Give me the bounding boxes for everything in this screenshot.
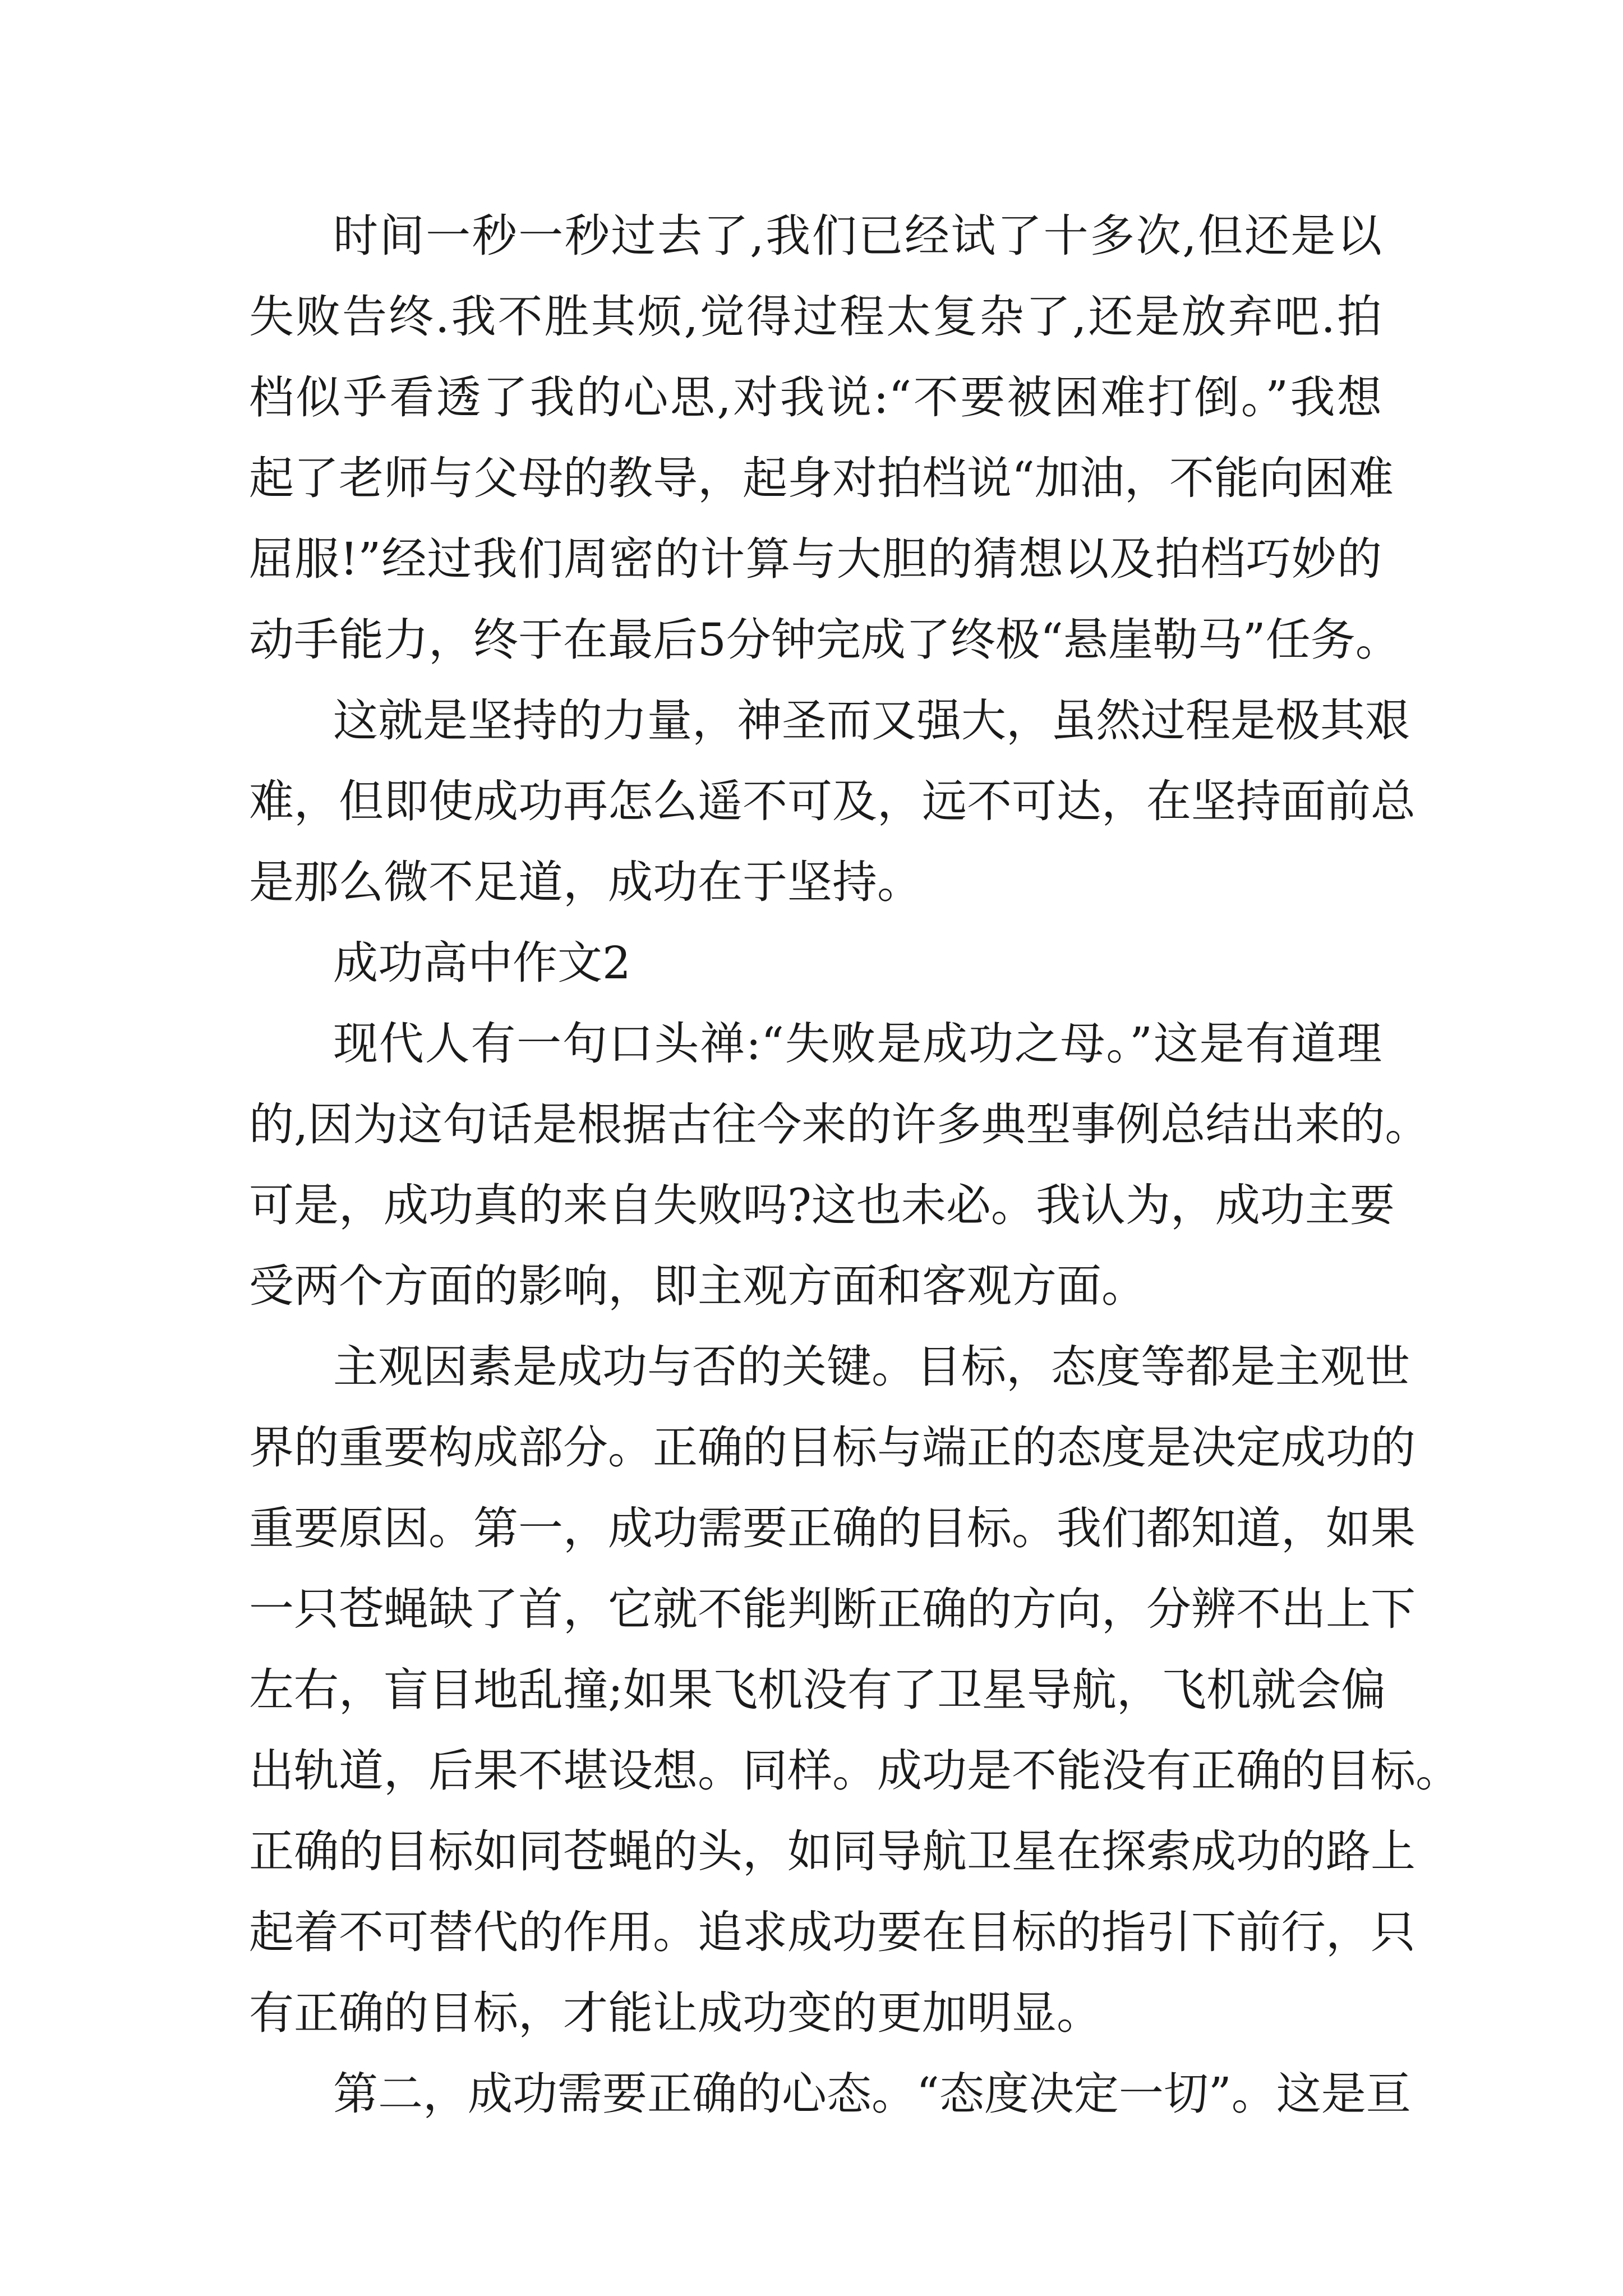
paragraph-line: 第二，成功需要正确的心态。“态度决定一切”。这是亘: [333, 2068, 1411, 2120]
paragraph-line: 主观因素是成功与否的关键。目标，态度等都是主观世: [333, 1341, 1410, 1393]
paragraph-line: 重要原因。第一，成功需要正确的目标。我们都知道，如果: [249, 1502, 1415, 1554]
paragraph-line: 起了老师与父母的教导，起身对拍档说“加油，不能向困难: [249, 452, 1394, 504]
paragraph-line: 现代人有一句口头禅:“失败是成功之母。”这是有道理: [333, 1018, 1382, 1070]
paragraph-line: 出轨道，后果不堪设想。同样。成功是不能没有正确的目标。: [249, 1745, 1460, 1797]
section-heading: 成功高中作文2: [333, 937, 631, 989]
paragraph-line: 这就是坚持的力量，神圣而又强大，虽然过程是极其艰: [333, 694, 1410, 747]
paragraph-line: 难，但即使成功再怎么遥不可及，远不可达，在坚持面前总: [249, 775, 1415, 827]
paragraph-line: 失败告终.我不胜其烦,觉得过程太复杂了,还是放弃吧.拍: [249, 291, 1382, 343]
paragraph-line: 是那么微不足道，成功在于坚持。: [249, 856, 922, 908]
paragraph-line: 受两个方面的影响，即主观方面和客观方面。: [249, 1260, 1146, 1312]
paragraph-line: 一只苍蝇缺了首，它就不能判断正确的方向，分辨不出上下: [249, 1583, 1415, 1635]
paragraph-line: 档似乎看透了我的心思,对我说:“不要被困难打倒。”我想: [249, 371, 1382, 424]
paragraph-line: 界的重要构成部分。正确的目标与端正的态度是决定成功的: [249, 1421, 1415, 1474]
paragraph-line: 有正确的目标，才能让成功变的更加明显。: [249, 1987, 1101, 2039]
paragraph-line: 屈服!”经过我们周密的计算与大胆的猜想以及拍档巧妙的: [249, 533, 1382, 585]
paragraph-line: 的,因为这句话是根据古往今来的许多典型事例总结出来的。: [249, 1098, 1430, 1151]
paragraph-line: 时间一秒一秒过去了,我们已经试了十多次,但还是以: [333, 210, 1382, 262]
paragraph-line: 起着不可替代的作用。追求成功要在目标的指引下前行，只: [249, 1906, 1415, 1958]
paragraph-line: 动手能力，终于在最后5分钟完成了终极“悬崖勒马”任务。: [249, 614, 1400, 666]
paragraph-line: 左右，盲目地乱撞;如果飞机没有了卫星导航，飞机就会偏: [249, 1664, 1386, 1716]
paragraph-line: 可是，成功真的来自失败吗?这也未必。我认为，成功主要: [249, 1179, 1395, 1231]
paragraph-line: 正确的目标如同苍蝇的头，如同导航卫星在探索成功的路上: [249, 1825, 1415, 1878]
